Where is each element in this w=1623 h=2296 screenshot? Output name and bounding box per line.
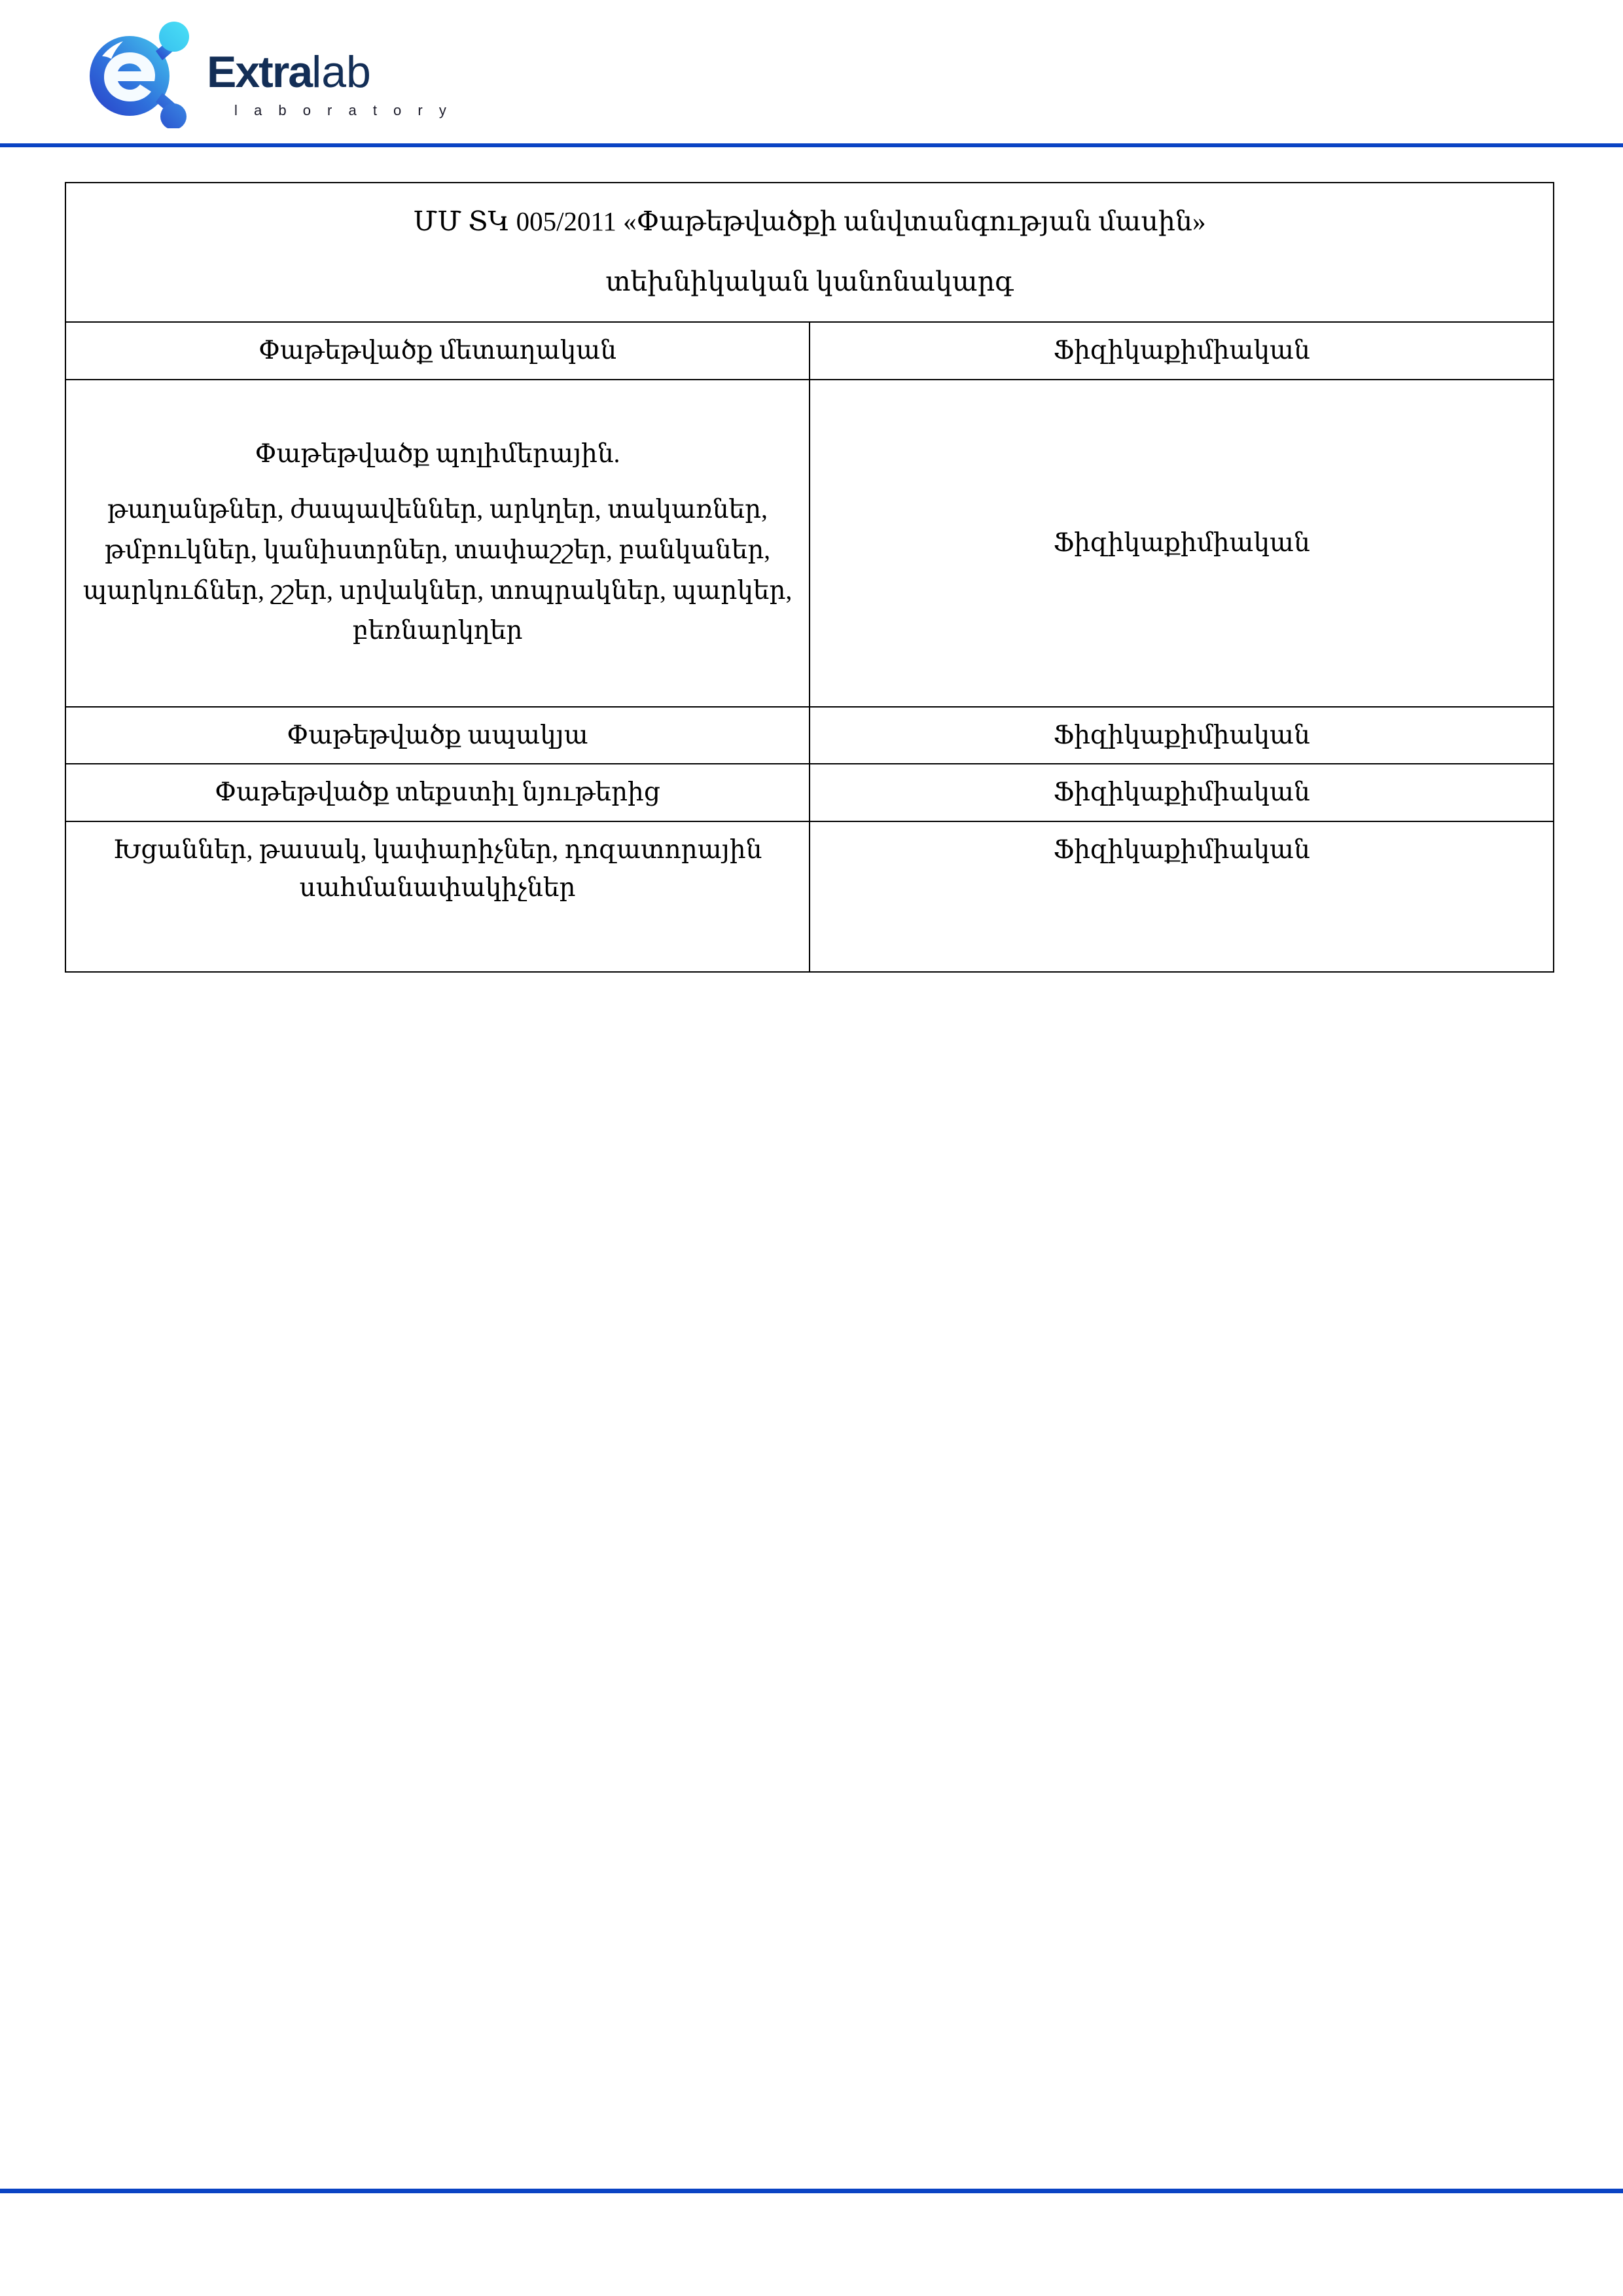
- brand-wordmark: [207, 29, 452, 120]
- row-2-test-type-cell: Ֆիզիկաքիմիական: [810, 707, 1554, 764]
- table-row: [65, 322, 1554, 380]
- row-3-product-cell: Փաթեթվածք տեքստիլ նյութերից: [65, 764, 810, 821]
- table-title-line-1: ՄՄ ՏԿ 005/2011 «Փաթեթվածքի անվտանգության մասին»: [413, 206, 1206, 236]
- footer-divider-rule: [0, 2189, 1623, 2193]
- table-row: [65, 821, 1554, 972]
- table-row: [65, 707, 1554, 764]
- table-title-cell: [65, 183, 1554, 322]
- table-row: [65, 764, 1554, 821]
- row-1-product-heading: Փաթեթվածք պոլիմերային.: [255, 439, 620, 468]
- wordmark-lab: lab: [312, 46, 371, 97]
- row-0-product-cell: Փաթեթվածք մետաղական: [65, 322, 810, 380]
- page-header: [0, 0, 1623, 147]
- row-1-product-list: թաղանթներ, ժապավեններ, արկղեր, տակառներ, թմբուկներ, կանիստրներ, տափաշշեր, բանկաներ, պարկուճներ, շշեր, սրվակներ, տոպրակներ, պարկեր, բեռնարկղեր: [82, 495, 793, 645]
- packaging-regulation-table: [65, 182, 1554, 973]
- row-4-test-type-cell: Ֆիզիկաքիմիական: [810, 821, 1554, 972]
- row-4-product-cell: Խցաններ, թասակ, կափարիչներ, դոզատորային սահմանափակիչներ: [65, 821, 810, 972]
- wordmark-extra: Extra: [207, 46, 312, 97]
- row-1-product-cell: [65, 380, 810, 707]
- row-2-product-cell: Փաթեթվածք ապակյա: [65, 707, 810, 764]
- row-3-test-type-cell: Ֆիզիկաքիմիական: [810, 764, 1554, 821]
- table-row: [65, 380, 1554, 707]
- row-1-test-type-cell: Ֆիզիկաքիմիական: [810, 380, 1554, 707]
- table-title-row: [65, 183, 1554, 322]
- extralab-e-logo-mark: [82, 20, 195, 128]
- header-divider-rule: [0, 143, 1623, 147]
- row-0-test-type-cell: Ֆիզիկաքիմիական: [810, 322, 1554, 380]
- wordmark-tagline: l a b o r a t o r y: [234, 102, 453, 119]
- brand-logo: [82, 18, 452, 130]
- table-title-line-2: տեխնիկական կանոնակարգ: [605, 266, 1014, 296]
